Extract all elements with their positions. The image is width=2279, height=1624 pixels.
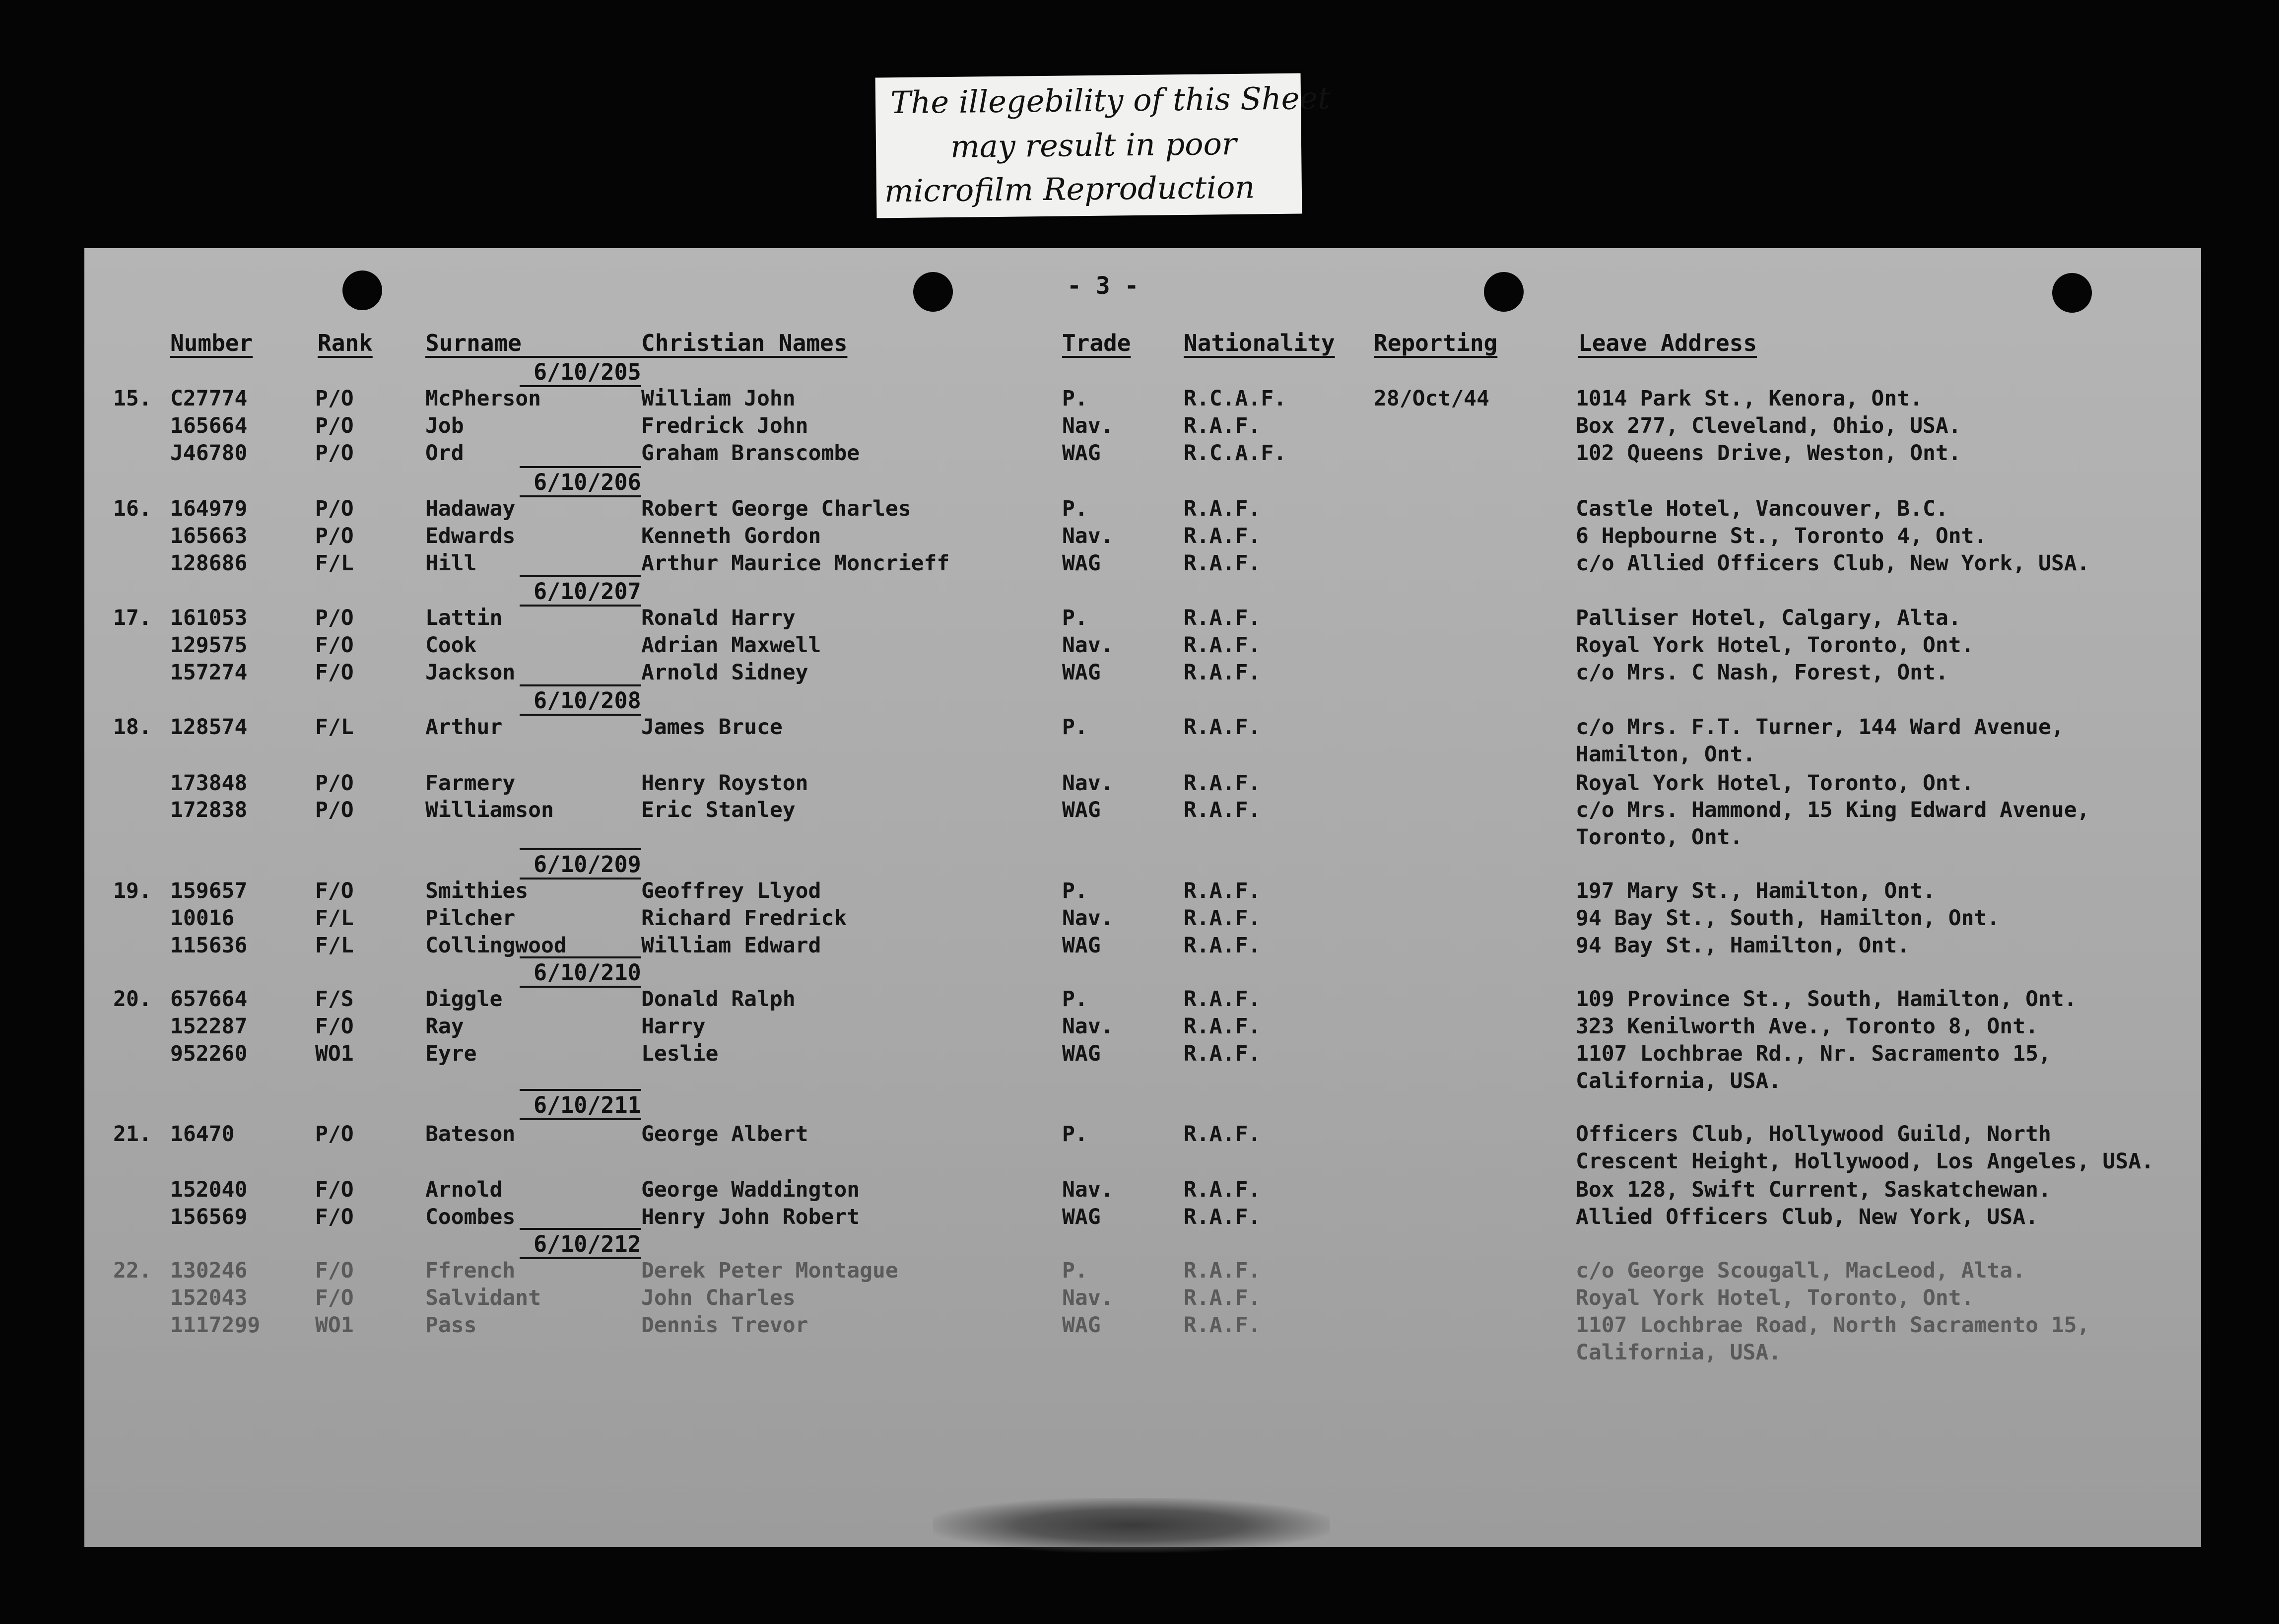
rank: F/O <box>315 1177 354 1202</box>
surname: Diggle <box>425 987 503 1012</box>
rank: F/O <box>315 660 354 685</box>
trade: P. <box>1062 987 1088 1012</box>
group-label: 6/10/205 <box>534 359 641 385</box>
christian-names: Derek Peter Montague <box>641 1258 898 1283</box>
header-surname: Surname <box>425 330 522 356</box>
rank: F/O <box>315 1205 354 1229</box>
surname: Hill <box>425 551 477 576</box>
reporting-date: 28/Oct/44 <box>1374 386 1489 411</box>
row-index: 20. <box>113 987 152 1012</box>
trade: P. <box>1062 879 1088 903</box>
leave-address: 1107 Lochbrae Rd., Nr. Sacramento 15, <box>1576 1041 2051 1066</box>
rank: F/L <box>315 715 354 740</box>
service-number: C27774 <box>170 386 248 411</box>
leave-address: 6 Hepbourne St., Toronto 4, Ont. <box>1576 524 1987 548</box>
service-number: 157274 <box>170 660 248 685</box>
christian-names: Arthur Maurice Moncrieff <box>641 551 950 576</box>
rank: P/O <box>315 1122 354 1147</box>
service-number: 1117299 <box>170 1313 261 1338</box>
trade: Nav. <box>1062 1286 1114 1310</box>
group-label: 6/10/212 <box>534 1231 641 1257</box>
trade: P. <box>1062 1122 1088 1147</box>
group-label: 6/10/208 <box>534 687 641 714</box>
surname: Jackson <box>425 660 516 685</box>
surname: Job <box>425 413 464 438</box>
rank: WO1 <box>315 1041 354 1066</box>
leave-address: Castle Hotel, Vancouver, B.C. <box>1576 496 1948 521</box>
service-number: 129575 <box>170 633 248 658</box>
nationality: R.A.F. <box>1184 1177 1261 1202</box>
leave-address: 1014 Park St., Kenora, Ont. <box>1576 386 1923 411</box>
leave-address: 323 Kenilworth Ave., Toronto 8, Ont. <box>1576 1014 2038 1039</box>
leave-address: Palliser Hotel, Calgary, Alta. <box>1576 606 1961 630</box>
group-label: 6/10/209 <box>534 851 641 878</box>
leave-address: Royal York Hotel, Toronto, Ont. <box>1576 633 1974 658</box>
service-number: 152040 <box>170 1177 248 1202</box>
service-number: 156569 <box>170 1205 248 1229</box>
trade: P. <box>1062 1258 1088 1283</box>
row-index: 16. <box>113 496 152 521</box>
trade: WAG <box>1062 551 1101 576</box>
nationality: R.A.F. <box>1184 496 1261 521</box>
trade: Nav. <box>1062 906 1114 931</box>
service-number: 161053 <box>170 606 248 630</box>
surname: Williamson <box>425 798 554 822</box>
nationality: R.A.F. <box>1184 1041 1261 1066</box>
rank: P/O <box>315 524 354 548</box>
header-christian-names: Christian Names <box>641 330 848 356</box>
note-line-1: The illegebility of this Sheet <box>890 79 1331 121</box>
row-index: 19. <box>113 879 152 903</box>
surname: Pass <box>425 1313 477 1338</box>
leave-address: 1107 Lochbrae Road, North Sacramento 15, <box>1576 1313 2090 1338</box>
page-number: - 3 - <box>1067 272 1139 300</box>
surname: Coombes <box>425 1205 516 1229</box>
punch-hole <box>2052 273 2092 313</box>
service-number: 115636 <box>170 933 248 958</box>
leave-address: Box 128, Swift Current, Saskatchewan. <box>1576 1177 2051 1202</box>
nationality: R.A.F. <box>1184 987 1261 1012</box>
leave-address: Officers Club, Hollywood Guild, North <box>1576 1122 2051 1147</box>
rank: F/O <box>315 633 354 658</box>
row-index: 17. <box>113 606 152 630</box>
rank: P/O <box>315 386 354 411</box>
service-number: 152043 <box>170 1286 248 1310</box>
nationality: R.A.F. <box>1184 715 1261 740</box>
service-number: 165663 <box>170 524 248 548</box>
punch-hole <box>1484 272 1524 312</box>
punch-hole <box>913 272 953 312</box>
trade: P. <box>1062 606 1088 630</box>
header-leave-address: Leave Address <box>1578 330 1757 356</box>
rank: F/S <box>315 987 354 1012</box>
nationality: R.A.F. <box>1184 1258 1261 1283</box>
christian-names: Donald Ralph <box>641 987 796 1012</box>
nationality: R.A.F. <box>1184 413 1261 438</box>
nationality: R.A.F. <box>1184 1313 1261 1338</box>
surname: Ffrench <box>425 1258 516 1283</box>
trade: WAG <box>1062 1313 1101 1338</box>
rank: P/O <box>315 413 354 438</box>
service-number: 10016 <box>170 906 235 931</box>
surname: Arthur <box>425 715 503 740</box>
service-number: 128686 <box>170 551 248 576</box>
nationality: R.A.F. <box>1184 1205 1261 1229</box>
group-label: 6/10/206 <box>534 469 641 495</box>
service-number: 152287 <box>170 1014 248 1039</box>
surname: Collingwood <box>425 933 567 958</box>
service-number: 130246 <box>170 1258 248 1283</box>
christian-names: Arnold Sidney <box>641 660 808 685</box>
leave-address-continued: Toronto, Ont. <box>1576 825 1743 850</box>
leave-address: 94 Bay St., South, Hamilton, Ont. <box>1576 906 2000 931</box>
punch-hole <box>342 271 382 310</box>
row-index: 15. <box>113 386 152 411</box>
surname: McPherson <box>425 386 541 411</box>
surname: Salvidant <box>425 1286 541 1310</box>
leave-address: c/o George Scougall, MacLeod, Alta. <box>1576 1258 2026 1283</box>
illegibility-note <box>875 73 1331 218</box>
surname: Lattin <box>425 606 503 630</box>
leave-address: c/o Mrs. C Nash, Forest, Ont. <box>1576 660 1948 685</box>
trade: WAG <box>1062 660 1101 685</box>
rank: P/O <box>315 496 354 521</box>
header-nationality: Nationality <box>1184 330 1335 356</box>
nationality: R.A.F. <box>1184 906 1261 931</box>
leave-address: c/o Mrs. Hammond, 15 King Edward Avenue, <box>1576 798 2090 822</box>
leave-address: c/o Allied Officers Club, New York, USA. <box>1576 551 2090 576</box>
nationality: R.A.F. <box>1184 1122 1261 1147</box>
trade: P. <box>1062 715 1088 740</box>
leave-address: Royal York Hotel, Toronto, Ont. <box>1576 771 1974 796</box>
christian-names: Henry Royston <box>641 771 808 796</box>
note-line-2: may result in poor <box>950 125 1237 165</box>
surname: Bateson <box>425 1122 516 1147</box>
nationality: R.A.F. <box>1184 771 1261 796</box>
rank: F/O <box>315 1286 354 1310</box>
group-label: 6/10/211 <box>534 1092 641 1118</box>
surname: Pilcher <box>425 906 516 931</box>
christian-names: John Charles <box>641 1286 796 1310</box>
trade: Nav. <box>1062 771 1114 796</box>
christian-names: Graham Branscombe <box>641 441 860 466</box>
service-number: 159657 <box>170 879 248 903</box>
christian-names: Leslie <box>641 1041 719 1066</box>
service-number: 165664 <box>170 413 248 438</box>
rank: F/L <box>315 551 354 576</box>
christian-names: Kenneth Gordon <box>641 524 821 548</box>
surname: Cook <box>425 633 477 658</box>
surname: Arnold <box>425 1177 503 1202</box>
christian-names: William Edward <box>641 933 821 958</box>
rank: F/L <box>315 906 354 931</box>
nationality: R.A.F. <box>1184 1286 1261 1310</box>
note-line-3: microfilm Reproduction <box>884 169 1255 209</box>
rank: P/O <box>315 771 354 796</box>
trade: P. <box>1062 386 1088 411</box>
christian-names: Fredrick John <box>641 413 808 438</box>
trade: Nav. <box>1062 1177 1114 1202</box>
nationality: R.A.F. <box>1184 524 1261 548</box>
rank: WO1 <box>315 1313 354 1338</box>
christian-names: Geoffrey Llyod <box>641 879 821 903</box>
service-number: 128574 <box>170 715 248 740</box>
nationality: R.A.F. <box>1184 606 1261 630</box>
leave-address: 109 Province St., South, Hamilton, Ont. <box>1576 987 2077 1012</box>
nationality: R.A.F. <box>1184 933 1261 958</box>
leave-address: c/o Mrs. F.T. Turner, 144 Ward Avenue, <box>1576 715 2064 740</box>
row-index: 18. <box>113 715 152 740</box>
rank: F/O <box>315 1014 354 1039</box>
header-rank: Rank <box>318 330 373 356</box>
trade: WAG <box>1062 1205 1101 1229</box>
leave-address: Box 277, Cleveland, Ohio, USA. <box>1576 413 1961 438</box>
nationality: R.A.F. <box>1184 660 1261 685</box>
nationality: R.A.F. <box>1184 551 1261 576</box>
trade: WAG <box>1062 441 1101 466</box>
leave-address: 197 Mary St., Hamilton, Ont. <box>1576 879 1936 903</box>
row-index: 21. <box>113 1122 152 1147</box>
leave-address: Royal York Hotel, Toronto, Ont. <box>1576 1286 1974 1310</box>
leave-address-continued: Hamilton, Ont. <box>1576 742 1756 767</box>
surname: Ray <box>425 1014 464 1039</box>
group-label: 6/10/210 <box>534 959 641 986</box>
trade: Nav. <box>1062 633 1114 658</box>
header-trade: Trade <box>1062 330 1131 356</box>
leave-address: 102 Queens Drive, Weston, Ont. <box>1576 441 1961 466</box>
row-index: 22. <box>113 1258 152 1283</box>
service-number: 952260 <box>170 1041 248 1066</box>
service-number: 657664 <box>170 987 248 1012</box>
header-number: Number <box>170 330 253 356</box>
nationality: R.C.A.F. <box>1184 441 1287 466</box>
trade: WAG <box>1062 933 1101 958</box>
scan-smudge <box>933 1498 1330 1553</box>
surname: Farmery <box>425 771 516 796</box>
surname: Edwards <box>425 524 516 548</box>
trade: P. <box>1062 496 1088 521</box>
service-number: 164979 <box>170 496 248 521</box>
nationality: R.C.A.F. <box>1184 386 1287 411</box>
christian-names: James Bruce <box>641 715 783 740</box>
christian-names: Eric Stanley <box>641 798 796 822</box>
leave-address: Allied Officers Club, New York, USA. <box>1576 1205 2038 1229</box>
trade: Nav. <box>1062 524 1114 548</box>
rank: F/O <box>315 1258 354 1283</box>
christian-names: George Albert <box>641 1122 808 1147</box>
surname: Hadaway <box>425 496 516 521</box>
nationality: R.A.F. <box>1184 1014 1261 1039</box>
christian-names: Robert George Charles <box>641 496 911 521</box>
leave-address: 94 Bay St., Hamilton, Ont. <box>1576 933 1910 958</box>
rank: F/L <box>315 933 354 958</box>
christian-names: Harry <box>641 1014 706 1039</box>
service-number: J46780 <box>170 441 248 466</box>
trade: WAG <box>1062 798 1101 822</box>
service-number: 172838 <box>170 798 248 822</box>
leave-address-continued: Crescent Height, Hollywood, Los Angeles, USA. <box>1576 1149 2154 1174</box>
rank: P/O <box>315 606 354 630</box>
christian-names: Dennis Trevor <box>641 1313 808 1338</box>
surname: Ord <box>425 441 464 466</box>
christian-names: Richard Fredrick <box>641 906 847 931</box>
christian-names: William John <box>641 386 796 411</box>
surname: Smithies <box>425 879 529 903</box>
header-reporting: Reporting <box>1374 330 1498 356</box>
rank: P/O <box>315 798 354 822</box>
christian-names: Adrian Maxwell <box>641 633 821 658</box>
nationality: R.A.F. <box>1184 633 1261 658</box>
group-label: 6/10/207 <box>534 578 641 605</box>
leave-address-continued: California, USA. <box>1576 1069 1782 1093</box>
service-number: 16470 <box>170 1122 235 1147</box>
service-number: 173848 <box>170 771 248 796</box>
leave-address-continued: California, USA. <box>1576 1340 1782 1365</box>
trade: WAG <box>1062 1041 1101 1066</box>
nationality: R.A.F. <box>1184 798 1261 822</box>
christian-names: Henry John Robert <box>641 1205 860 1229</box>
christian-names: Ronald Harry <box>641 606 796 630</box>
christian-names: George Waddington <box>641 1177 860 1202</box>
rank: F/O <box>315 879 354 903</box>
rank: P/O <box>315 441 354 466</box>
surname: Eyre <box>425 1041 477 1066</box>
nationality: R.A.F. <box>1184 879 1261 903</box>
trade: Nav. <box>1062 413 1114 438</box>
trade: Nav. <box>1062 1014 1114 1039</box>
